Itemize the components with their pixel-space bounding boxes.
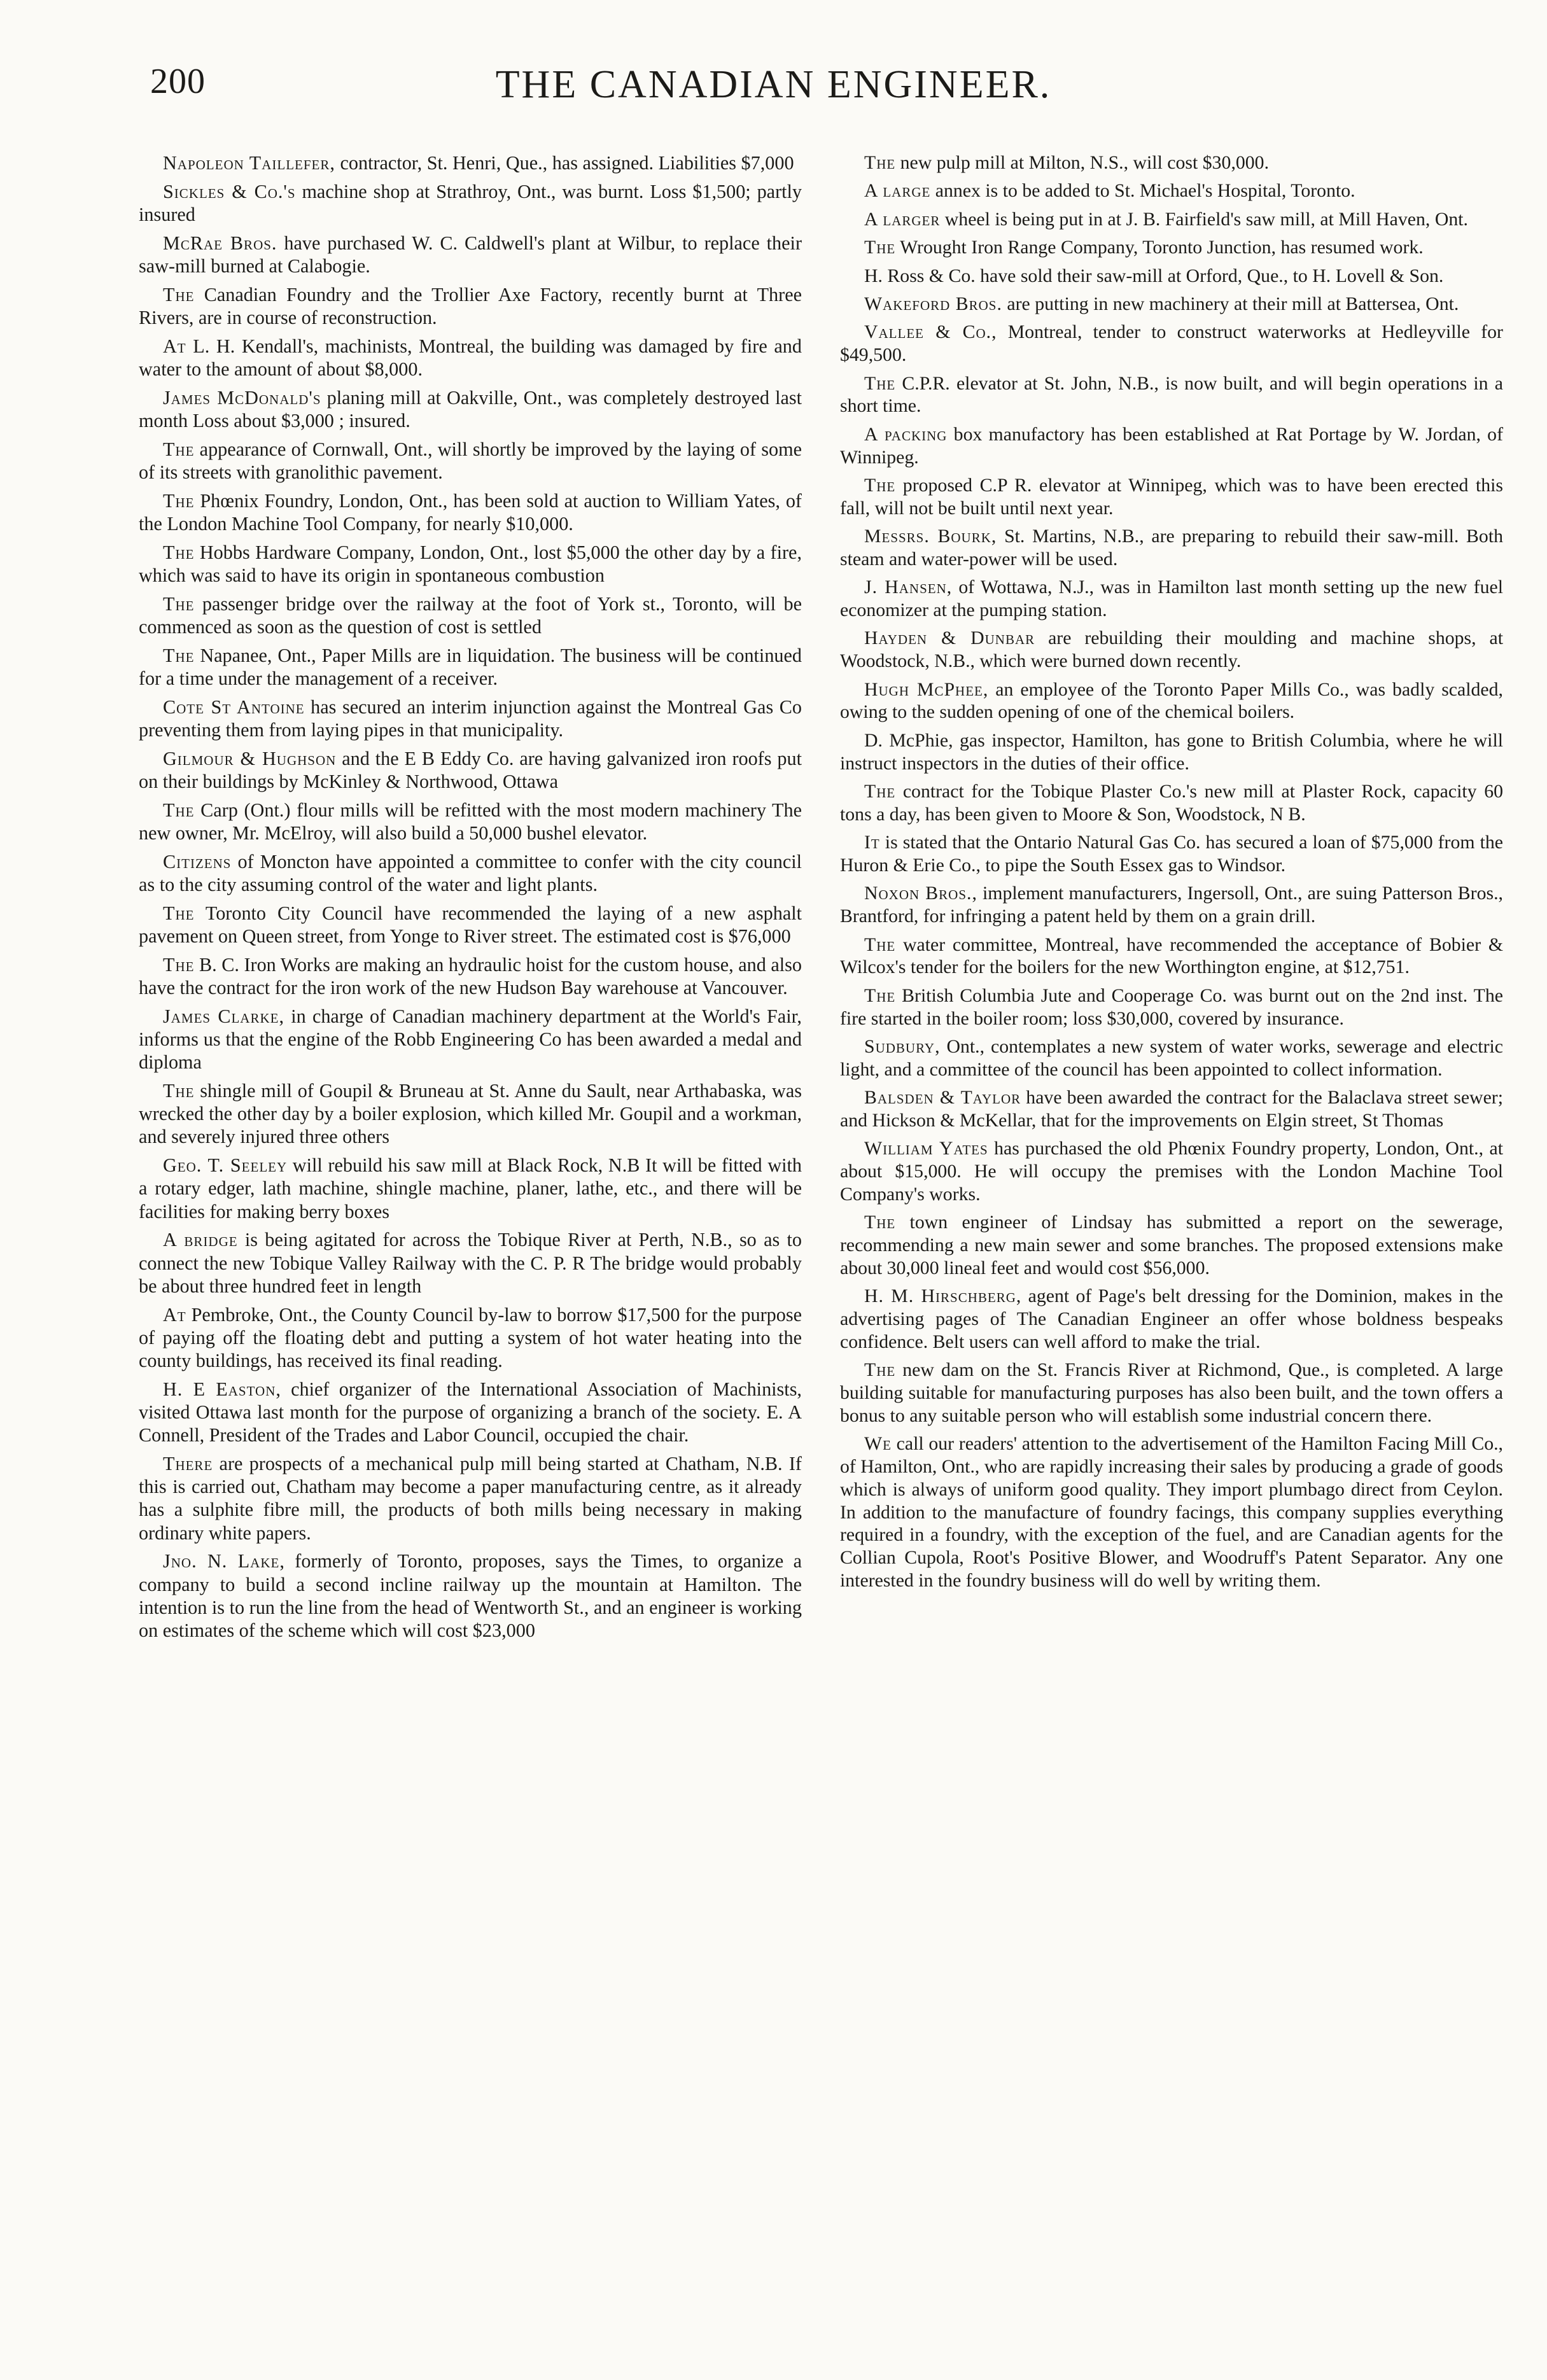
news-item-lead: Jno. N. Lake, [163, 1550, 285, 1572]
news-item-text: Pembroke, Ont., the County Council by-law to borrow $17,500 for the purpose of paying off the floating debt and putting a system of hot water heating into the county buildings, has received its final reading. [139, 1303, 802, 1372]
news-item [840, 236, 1503, 259]
news-item-text: Carp (Ont.) flour mills will be refitted with the most modern machinery The new owner, Mr. McElroy, will also build a 50,000 bushel elevator. [139, 799, 802, 844]
news-item [840, 1137, 1503, 1205]
news-item-text: box manufactory has been established at Rat Portage by W. Jordan, of Winnipeg. [840, 423, 1503, 468]
news-item-text: chief organizer of the International Association of Machinists, visited Ottawa last month for the purpose of organizing a branch of the society. E. A Connell, President of the Trades and Labor Council, occupied the chair. [139, 1378, 802, 1446]
news-item-text: C.P.R. elevator at St. John, N.B., is now built, and will begin operations in a short time. [840, 372, 1503, 417]
news-item-text: are prospects of a mechanical pulp mill being started at Chatham, N.B. If this is carried out, Chatham may become a paper manufacturing centre, as it already has a sulphite fibre mill, the products of both mills being necessary in making ordinary white papers. [139, 1453, 802, 1544]
news-item-lead: A bridge [163, 1229, 238, 1251]
news-item-text: new dam on the St. Francis River at Richmond, Que., is completed. A large building suitable for manufacturing purposes has also been built, and the town offers a bonus to any suitable person who will establish some industrial concern there. [840, 1359, 1503, 1426]
news-item-lead: Gilmour & Hughson [163, 747, 337, 769]
news-item-lead: The [163, 283, 195, 305]
news-item-lead: Sudbury, [864, 1035, 941, 1057]
news-item [840, 1432, 1503, 1592]
news-item-lead: The [163, 799, 195, 821]
news-item-text: water committee, Montreal, have recommended the acceptance of Bobier & Wilcox's tender for the boilers for the new Worthington engine, at $12,751. [840, 934, 1503, 978]
news-item-lead: A packing [864, 423, 948, 445]
news-item-text: town engineer of Lindsay has submitted a report on the sewerage, recommending a new main sewer and some branches. The proposed extensions make about 30,000 lineal feet and would cost $56,000. [840, 1212, 1503, 1278]
news-item-lead: It [864, 832, 880, 853]
news-item-text: will rebuild his saw mill at Black Rock, N.B It will be fitted with a rotary edger, lath machine, shingle machine, planer, lathe, etc., and there will be facilities for making berry boxes [139, 1154, 802, 1222]
news-item-text: wheel is being put in at J. B. Fairfield's saw mill, at Mill Haven, Ont. [940, 208, 1468, 230]
left-column [139, 151, 802, 1648]
news-item [840, 151, 1503, 174]
news-item-lead: Citizens [163, 850, 232, 872]
news-item [139, 592, 802, 638]
news-item-text: and the E B Eddy Co. are having galvanized iron roofs put on their buildings by McKinley & Northwood, Ottawa [139, 747, 802, 792]
news-item-text: agent of Page's belt dressing for the Dominion, makes in the advertising pages of The Canadian Engineer an offer whose boldness bespeaks confidence. Belt users can well afford to make the trial. [840, 1285, 1504, 1352]
news-item-text: in charge of Canadian machinery department at the World's Fair, informs us that the engine of the Robb Engineering Co has been awarded a medal and diploma [139, 1005, 802, 1074]
news-item-lead: The [163, 953, 195, 976]
news-item-text: St. Martins, N.B., are preparing to rebuild their saw-mill. Both steam and water-power will be used. [840, 526, 1504, 570]
news-item [139, 541, 802, 587]
news-item-lead: Vallee & Co., [864, 321, 997, 343]
news-item-text: H. Ross & Co. have sold their saw-mill at Orford, Que., to H. Lovell & Son. [864, 265, 1444, 286]
news-item [139, 386, 802, 432]
left-column-body [139, 151, 802, 1642]
news-item-lead: The [864, 152, 896, 173]
news-item-lead: A larger [864, 208, 941, 230]
news-item-text: proposed C.P R. elevator at Winnipeg, which was to have been erected this fall, will not be built until next year. [840, 474, 1503, 519]
news-item [139, 1550, 802, 1642]
news-item-text: contract for the Tobique Plaster Co.'s new mill at Plaster Rock, capacity 60 tons a day, has been given to Moore & Son, Woodstock, N B. [840, 781, 1503, 825]
news-item [840, 474, 1503, 520]
news-item [840, 576, 1503, 622]
news-item-text: machine shop at Strathroy, Ont., was burnt. Loss $1,500; partly insured [139, 180, 802, 225]
news-item-lead: The [864, 237, 896, 258]
news-item [840, 1211, 1503, 1279]
news-item [840, 525, 1503, 571]
news-item-text: have been awarded the contract for the Balaclava street sewer; and Hickson & McKellar, that for the improvements on Elgin street, St Thomas [840, 1087, 1503, 1131]
news-item [139, 850, 802, 896]
news-item-lead: Hayden & Dunbar [864, 627, 1035, 649]
news-item [139, 151, 802, 174]
running-title: THE CANADIAN ENGINEER. [495, 63, 1052, 106]
news-item [840, 627, 1503, 673]
news-item-text: shingle mill of Goupil & Bruneau at St. Anne du Sault, near Arthabaska, was wrecked the other day by a boiler explosion, which killed Mr. Goupil and a workman, and severely injured three others [139, 1080, 802, 1148]
news-item-text: passenger bridge over the railway at the foot of York st., Toronto, will be commenced as soon as the question of cost is settled [139, 592, 802, 638]
news-item [139, 1452, 802, 1544]
news-item-lead: The [163, 541, 195, 563]
news-item-text: Montreal, tender to construct waterworks at Hedleyville for $49,500. [840, 321, 1503, 366]
news-item-text: contractor, St. Henri, Que., has assigned. Liabilities $7,000 [335, 152, 794, 174]
news-item [139, 489, 802, 535]
news-item-text: planing mill at Oakville, Ont., was completely destroyed last month Loss about $3,000 ; insured. [139, 386, 802, 431]
news-item-text: new pulp mill at Milton, N.S., will cost $30,000. [895, 152, 1270, 173]
news-item-lead: James McDonald's [163, 386, 321, 409]
news-item-text: is stated that the Ontario Natural Gas Co. has secured a loan of $75,000 from the Huron & Erie Co., to pipe the South Essex gas to Windsor. [840, 832, 1503, 876]
news-item-text: B. C. Iron Works are making an hydraulic hoist for the custom house, and also have the contract for the iron work of the new Hudson Bay warehouse at Vancouver. [139, 953, 802, 998]
news-item [139, 1005, 802, 1074]
news-item [840, 265, 1503, 288]
news-item-lead: Geo. T. Seeley [163, 1154, 288, 1177]
right-column-body [840, 151, 1503, 1592]
news-item-text: call our readers' attention to the advertisement of the Hamilton Facing Mill Co., of Hamilton, Ont., who are rapidly increasing their sales by producing a grade of goods which is always of uniform good quality. They import plumbago direct from Ceylon. In addition to the manufacture of foundry facings, this company supplies everything required in a foundry, with the exception of the fuel, and are Canadian agents for the Collian Cupola, Root's Positive Blower, and Woodruff's Patent Separator. Any one interested in the foundry business will do well by writing them. [840, 1433, 1503, 1592]
news-item [139, 1154, 802, 1223]
news-item-lead: We [864, 1433, 892, 1455]
news-item [139, 953, 802, 999]
news-item-text: has purchased the old Phœnix Foundry property, London, Ont., at about $15,000. He will occupy the premises with the London Machine Tool Company's works. [840, 1138, 1503, 1205]
news-item-text: implement manufacturers, Ingersoll, Ont., are suing Patterson Bros., Brantford, for infringing a patent held by them on a grain drill. [840, 883, 1503, 927]
news-item [139, 747, 802, 793]
news-item-lead: The [163, 489, 195, 512]
news-item-lead: The [864, 781, 896, 802]
news-item-lead: At [163, 1303, 186, 1326]
news-item-lead: Wakeford Bros. [864, 293, 1002, 314]
news-item [139, 438, 802, 484]
news-item [139, 1303, 802, 1373]
news-item [840, 729, 1503, 775]
news-item-text: Napanee, Ont., Paper Mills are in liquidation. The business will be continued for a time under the management of a receiver. [139, 644, 802, 689]
news-item-lead: The [163, 1080, 195, 1102]
news-item-lead: H. M. Hirschberg, [864, 1285, 1022, 1307]
news-item-lead: H. E Easton, [163, 1378, 281, 1400]
news-item-lead: Cote St Antoine [163, 696, 305, 718]
news-item-text: Ont., contemplates a new system of water works, sewerage and electric light, and a committee of the council has been appointed to collect information. [840, 1035, 1503, 1080]
news-item [139, 902, 802, 948]
news-item [840, 780, 1503, 826]
news-item-lead: James Clarke, [163, 1005, 284, 1027]
news-item [840, 1359, 1503, 1427]
news-item-lead: The [864, 474, 896, 496]
news-item-text: Canadian Foundry and the Trollier Axe Factory, recently burnt at Three Rivers, are in course of reconstruction. [139, 283, 802, 328]
news-item-lead: Balsden & Taylor [864, 1087, 1021, 1109]
news-item-lead: The [163, 902, 195, 924]
news-item-lead: J. Hansen, [864, 577, 953, 598]
news-item-text: Toronto City Council have recommended the laying of a new asphalt pavement on Queen street, from Yonge to River street. The estimated cost is $76,000 [139, 902, 802, 947]
news-item-lead: Sickles & Co.'s [163, 180, 296, 202]
news-item-lead: The [864, 984, 896, 1006]
news-item-lead: Messrs. Bourk, [864, 526, 997, 547]
news-item-text: has secured an interim injunction against the Montreal Gas Co preventing them from laying pipes in that municipality. [139, 696, 802, 741]
news-item [139, 1228, 802, 1298]
news-item-lead: The [163, 592, 195, 615]
news-item [840, 934, 1503, 979]
news-item [840, 372, 1503, 418]
news-item-lead: At [163, 335, 186, 357]
news-item-text: L. H. Kendall's, machinists, Montreal, the building was damaged by fire and water to the amount of about $8,000. [139, 335, 802, 380]
news-item [139, 283, 802, 329]
news-item-text: an employee of the Toronto Paper Mills Co., was badly scalded, owing to the sudden opening of one of the chemical boilers. [840, 678, 1503, 723]
news-item-text: Phœnix Foundry, London, Ont., has been sold at auction to William Yates, of the London Machine Tool Company, for nearly $10,000. [139, 489, 802, 535]
news-item [840, 1086, 1503, 1132]
news-item-text: of Wottawa, N.J., was in Hamilton last month setting up the new fuel economizer at the pumping station. [840, 577, 1503, 621]
page-number: 200 [150, 62, 206, 101]
news-item-lead: There [163, 1453, 213, 1475]
news-item-text: annex is to be added to St. Michael's Hospital, Toronto. [930, 180, 1355, 202]
news-item-lead: McRae Bros. [163, 232, 277, 254]
news-item [840, 423, 1503, 469]
news-item-lead: The [163, 438, 195, 460]
news-item-lead: The [864, 372, 896, 394]
news-item-text: D. McPhie, gas inspector, Hamilton, has gone to British Columbia, where he will instruct inspectors in the duties of their office. [840, 729, 1503, 774]
news-item [840, 293, 1503, 316]
news-item [139, 232, 802, 277]
news-item [139, 1079, 802, 1149]
news-item [840, 1285, 1503, 1353]
news-item [139, 180, 802, 226]
news-item [840, 208, 1503, 231]
news-item-text: are rebuilding their moulding and machine shops, at Woodstock, N.B., which were burned down recently. [840, 627, 1504, 672]
news-item-text: formerly of Toronto, proposes, says the Times, to organize a company to build a second incline railway up the mountain at Hamilton. The intention is to run the line from the head of Wentworth St., and an engineer is working on estimates of the scheme which will cost $23,000 [139, 1550, 802, 1642]
news-item [840, 1035, 1503, 1081]
news-item-text: are putting in new machinery at their mill at Battersea, Ont. [1002, 293, 1459, 314]
news-item-lead: The [864, 1359, 896, 1381]
news-item-lead: The [864, 1212, 896, 1233]
news-item-text: have purchased W. C. Caldwell's plant at Wilbur, to replace their saw-mill burned at Calabogie. [139, 232, 802, 277]
news-item [139, 644, 802, 690]
news-item [840, 179, 1503, 202]
news-item [840, 321, 1503, 367]
news-item [139, 799, 802, 844]
news-item-lead: Napoleon Taillefer, [163, 152, 335, 174]
news-item-lead: The [864, 934, 896, 955]
news-item-text: appearance of Cornwall, Ont., will shortly be improved by the laying of some of its streets with granolithic pavement. [139, 438, 802, 483]
right-column [840, 151, 1503, 1597]
news-item [139, 1378, 802, 1447]
news-item-lead: Noxon Bros., [864, 883, 977, 904]
news-item-lead: The [163, 644, 195, 666]
news-item [139, 335, 802, 381]
news-item [840, 882, 1503, 928]
news-item-lead: A large [864, 180, 931, 202]
news-item-lead: Hugh McPhee, [864, 678, 989, 700]
news-item [840, 831, 1503, 877]
news-item-text: Hobbs Hardware Company, London, Ont., lost $5,000 the other day by a fire, which was said to have its origin in spontaneous combustion [139, 541, 802, 586]
news-item [139, 696, 802, 741]
news-item-text: of Moncton have appointed a committee to confer with the city council as to the city assuming control of the water and light plants. [139, 850, 802, 895]
news-item-lead: William Yates [864, 1138, 988, 1159]
news-item-text: Wrought Iron Range Company, Toronto Junction, has resumed work. [895, 237, 1424, 258]
news-item [840, 984, 1503, 1030]
news-item-text: British Columbia Jute and Cooperage Co. was burnt out on the 2nd inst. The fire started in the boiler room; loss $30,000, covered by insurance. [840, 984, 1503, 1029]
page-header [0, 0, 1547, 121]
news-item-text: is being agitated for across the Tobique River at Perth, N.B., so as to connect the new Tobique Valley Railway with the C. P. R The bridge would probably be about three hundred feet in length [139, 1229, 802, 1297]
news-item [840, 678, 1503, 724]
